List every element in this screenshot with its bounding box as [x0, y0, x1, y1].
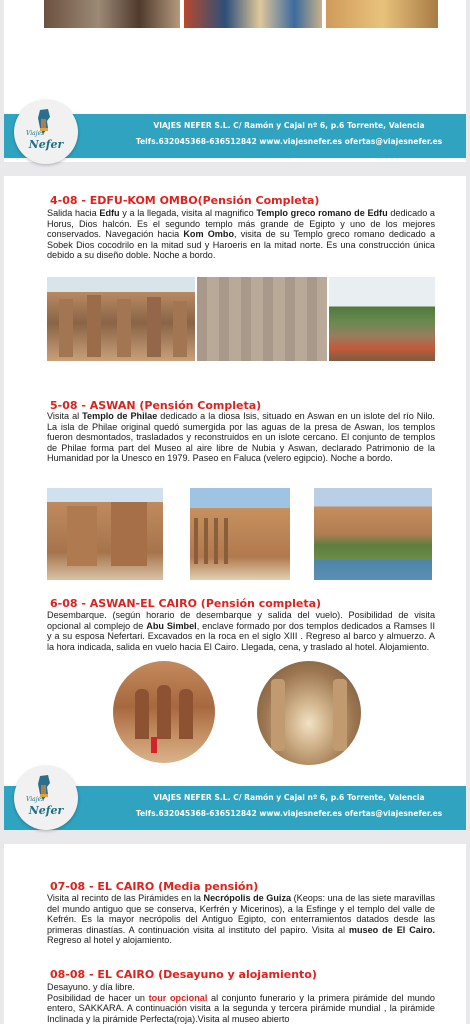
text-segment: Desembarque. (según horario de desembarque y salida del vuelo). Posibilidad de visita opcional al complejo de: [47, 610, 435, 631]
photo-abu-simbel: [113, 661, 215, 763]
day-text-08-08: [47, 982, 435, 1024]
photo-strip-top-2: [184, 0, 322, 28]
photo-philae-pylon: [47, 488, 163, 580]
logo-word: Nefer: [28, 138, 64, 151]
photo-strip-top-3: [326, 0, 438, 28]
day-title-5-08: 5-08 - ASWAN (Pensión Completa): [50, 399, 262, 412]
bold-highlight: Edfu: [99, 208, 120, 218]
bold-highlight: Templo de Philae: [82, 411, 158, 421]
logo-prefix-2: Viajes: [26, 796, 45, 803]
footer-contact-line: Telfs.632045368-636512842 www.viajesnefer.es ofertas@viajesnefer.es: [135, 137, 443, 146]
text-segment: al conjunto funerario y la primera pirámide del mundo entero, SAKKARA. A continuación visita a la segunda y tercera pirámide mundial , la pirámide Inclinada y la pirámide Perfecta(roja).Visita al museo abierto: [47, 992, 435, 1024]
logo-word-2: Nefer: [28, 804, 64, 817]
footer-contact-line-2: Telfs.632045368-636512842 www.viajesnefer.es ofertas@viajesnefer.es: [135, 809, 443, 818]
photo-philae-courtyard: [190, 488, 290, 580]
bold-highlight: Abu Simbel: [146, 620, 197, 631]
bold-highlight: Necrópolis de Guiza: [203, 893, 292, 903]
nefer-logo: [14, 100, 78, 164]
text-segment: Posibilidad de hacer un: [47, 992, 149, 1003]
text-segment: Desayuno. y día libre.: [47, 982, 135, 992]
text-segment: Visita al: [47, 411, 83, 421]
text-segment: , enclave formado por dos templos dedicados a Ramses II y a su esposa Nefertari. Excavados en la roca en el siglo XIII . Regreso al barco y almuerzo. A la hora indicada, salida en vuelo hacia El Cairo. Llegada, cena, y traslado al hotel. Alojamiento.: [47, 620, 435, 652]
photo-edfu-temple: [47, 277, 195, 361]
bold-highlight: Kom Ombo: [183, 229, 235, 240]
day-text-07-08: [47, 893, 435, 946]
day-title-08-08: 08-08 - EL CAIRO (Desayuno y alojamiento): [50, 968, 317, 981]
photo-kom-ombo-crowd: [329, 277, 435, 361]
day-text-5-08: [47, 411, 435, 464]
bold-highlight: museo de El Cairo.: [348, 924, 435, 935]
text-segment: Visita al recinto de las Pirámides en la: [47, 893, 204, 903]
bold-highlight: Templo greco romano de Edfu: [256, 208, 388, 218]
red-highlight: tour opcional: [148, 992, 208, 1003]
text-segment: Salida hacia: [47, 208, 100, 218]
photo-philae-island: [314, 488, 432, 580]
day-text-6-08: [47, 610, 435, 652]
text-segment: , visita de su Templo greco romano dedicado a Sobek Dios cocodrilo en la mitad sud y Haroeris en la mitad norte. Es una construcción única debido a su diseño doble. Noche a bordo.: [47, 229, 435, 261]
footer-company-line-2: VIAJES NEFER S.L. C/ Ramón y Cajal nº 6, p.6 Torrente, Valencia: [153, 793, 425, 802]
text-segment: Regreso al hotel y alojamiento.: [47, 935, 172, 946]
text-segment: dedicado a la diosa Isis, situado en Aswan en un islote del río Nilo. La isla de Philae original quedó sumergida por las aguas de la presa de Aswan, los templos fueron desmontados, trasladados y reconstruidos en un islote cercano. El conjunto de templos de Philae forma part del Museo al aire libre de Nubia y Aswan, declarado Patrimonio de la Humanidad por la Unesco en 1979. Paseo en Faluca (velero egipcio). Noche a bordo.: [47, 411, 435, 464]
text-segment: (Keops: una de las siete maravillas del mundo antiguo que se conserva, Kerfrén y Micerinos), a la Esfinge y el templo del valle de Kefrén. Es la mayor necrópolis del Antiguo Egipto, con enterramientos datados desde las primeras dinastías. A continuación visita al instituto del papiro. Visita al: [47, 893, 435, 935]
day-title-6-08: 6-08 - ASWAN-EL CAIRO (Pensión completa): [50, 597, 322, 610]
day-title-07-08: 07-08 - EL CAIRO (Media pensión): [50, 880, 259, 893]
day-text-4-08: [47, 208, 435, 261]
day-title-4-08: 4-08 - EDFU-KOM OMBO(Pensión Completa): [50, 194, 320, 207]
footer-company-line: VIAJES NEFER S.L. C/ Ramón y Cajal nº 6, p.6 Torrente, Valencia: [153, 121, 425, 130]
nefer-logo-2: [14, 766, 78, 830]
logo-prefix: Viajes: [26, 130, 45, 137]
photo-strip-top-1: [44, 0, 180, 28]
photo-kom-ombo-relief: [197, 277, 327, 361]
text-segment: dedicado a Horus, Dios halcón. Es el segundo templo más grande de Egipto y uno de los mejores conservados. Navegación hacia: [47, 208, 435, 240]
photo-temple-hall: [257, 661, 361, 765]
text-segment: y a la llegada, visita al magnifico: [119, 208, 257, 218]
